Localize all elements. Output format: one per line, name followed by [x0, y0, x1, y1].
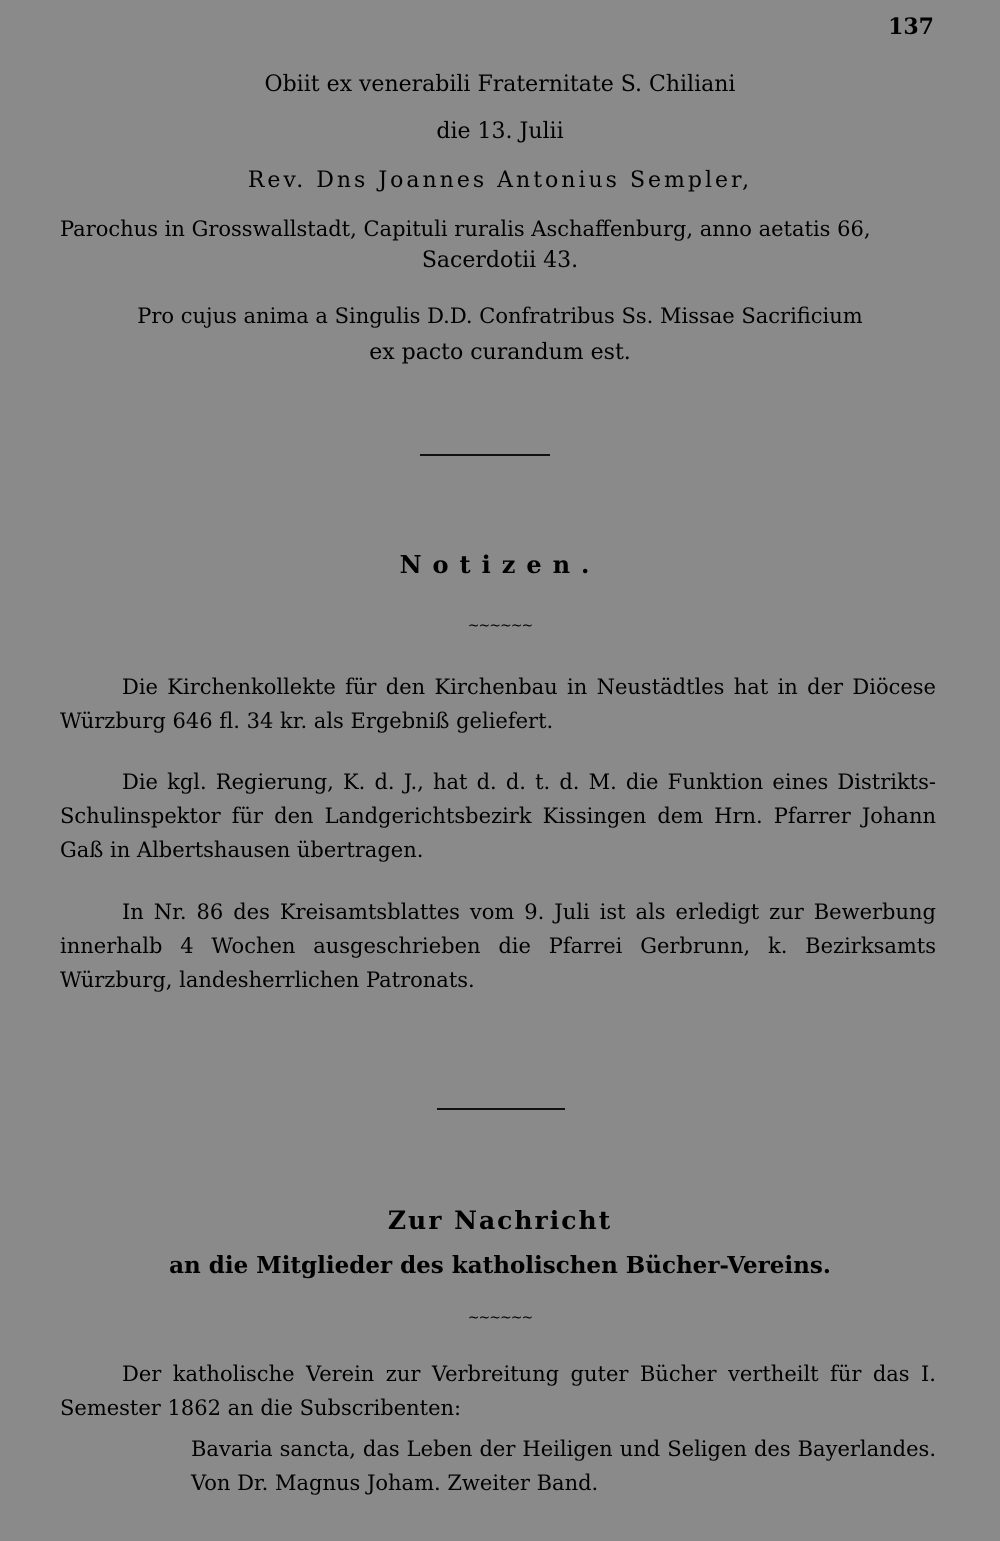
nachricht-book-item: Bavaria sancta, das Leben der Heiligen und Seligen des Bayerlandes. Von Dr. Magnus Joham. Zweiter Band. — [191, 1437, 936, 1495]
nachricht-paragraph-1: Der katholische Verein zur Verbreitung guter Bücher vertheilt für das I. Semester 1862 an die Subscribenten: — [60, 1362, 936, 1420]
obituary-parish: Parochus in Grosswallstadt, Capituli ruralis Aschaffenburg, anno aetatis 66, — [60, 217, 871, 241]
nachricht-ornament: ~~~~~~ — [467, 1310, 533, 1326]
section-divider — [437, 1108, 565, 1110]
obituary-date: die 13. Julii — [436, 119, 564, 144]
obituary-sacerdotii: Sacerdotii 43. — [421, 248, 579, 273]
section-divider — [420, 454, 550, 456]
notizen-paragraph-1: Die Kirchenkollekte für den Kirchenbau in Neustädtles hat in der Diöcese Würzburg 646 fl. 34 kr. als Ergebniß geliefert. — [60, 675, 936, 733]
notizen-ornament: ~~~~~~ — [467, 618, 533, 634]
obituary-name: Rev. Dns Joannes Antonius Sempler, — [247, 168, 753, 193]
obituary-closing: ex pacto curandum est. — [369, 340, 631, 365]
nachricht-subheading: an die Mitglieder des katholischen Bücher-Vereins. — [169, 1252, 831, 1279]
notizen-heading: Notizen. — [399, 550, 601, 579]
notizen-paragraph-2: Die kgl. Regierung, K. d. J., hat d. d. t. d. M. die Funktion eines Distrikts-Schulinspektor für den Landgerichtsbezirk Kissingen dem Hrn. Pfarrer Johann Gaß in Albertshausen übertragen. — [60, 770, 936, 862]
page-number: 137 — [888, 14, 934, 40]
notizen-paragraph-3: In Nr. 86 des Kreisamtsblattes vom 9. Juli ist als erledigt zur Bewerbung innerhalb 4 Wochen ausgeschrieben die Pfarrei Gerbrunn, k. Bezirksamts Würzburg, landesherrlichen Patronats. — [60, 900, 936, 992]
obituary-mass-request: Pro cujus anima a Singulis D.D. Confratribus Ss. Missae Sacrificium — [137, 304, 863, 328]
obituary-line-1: Obiit ex venerabili Fraternitate S. Chiliani — [264, 72, 736, 97]
nachricht-heading: Zur Nachricht — [387, 1206, 613, 1235]
